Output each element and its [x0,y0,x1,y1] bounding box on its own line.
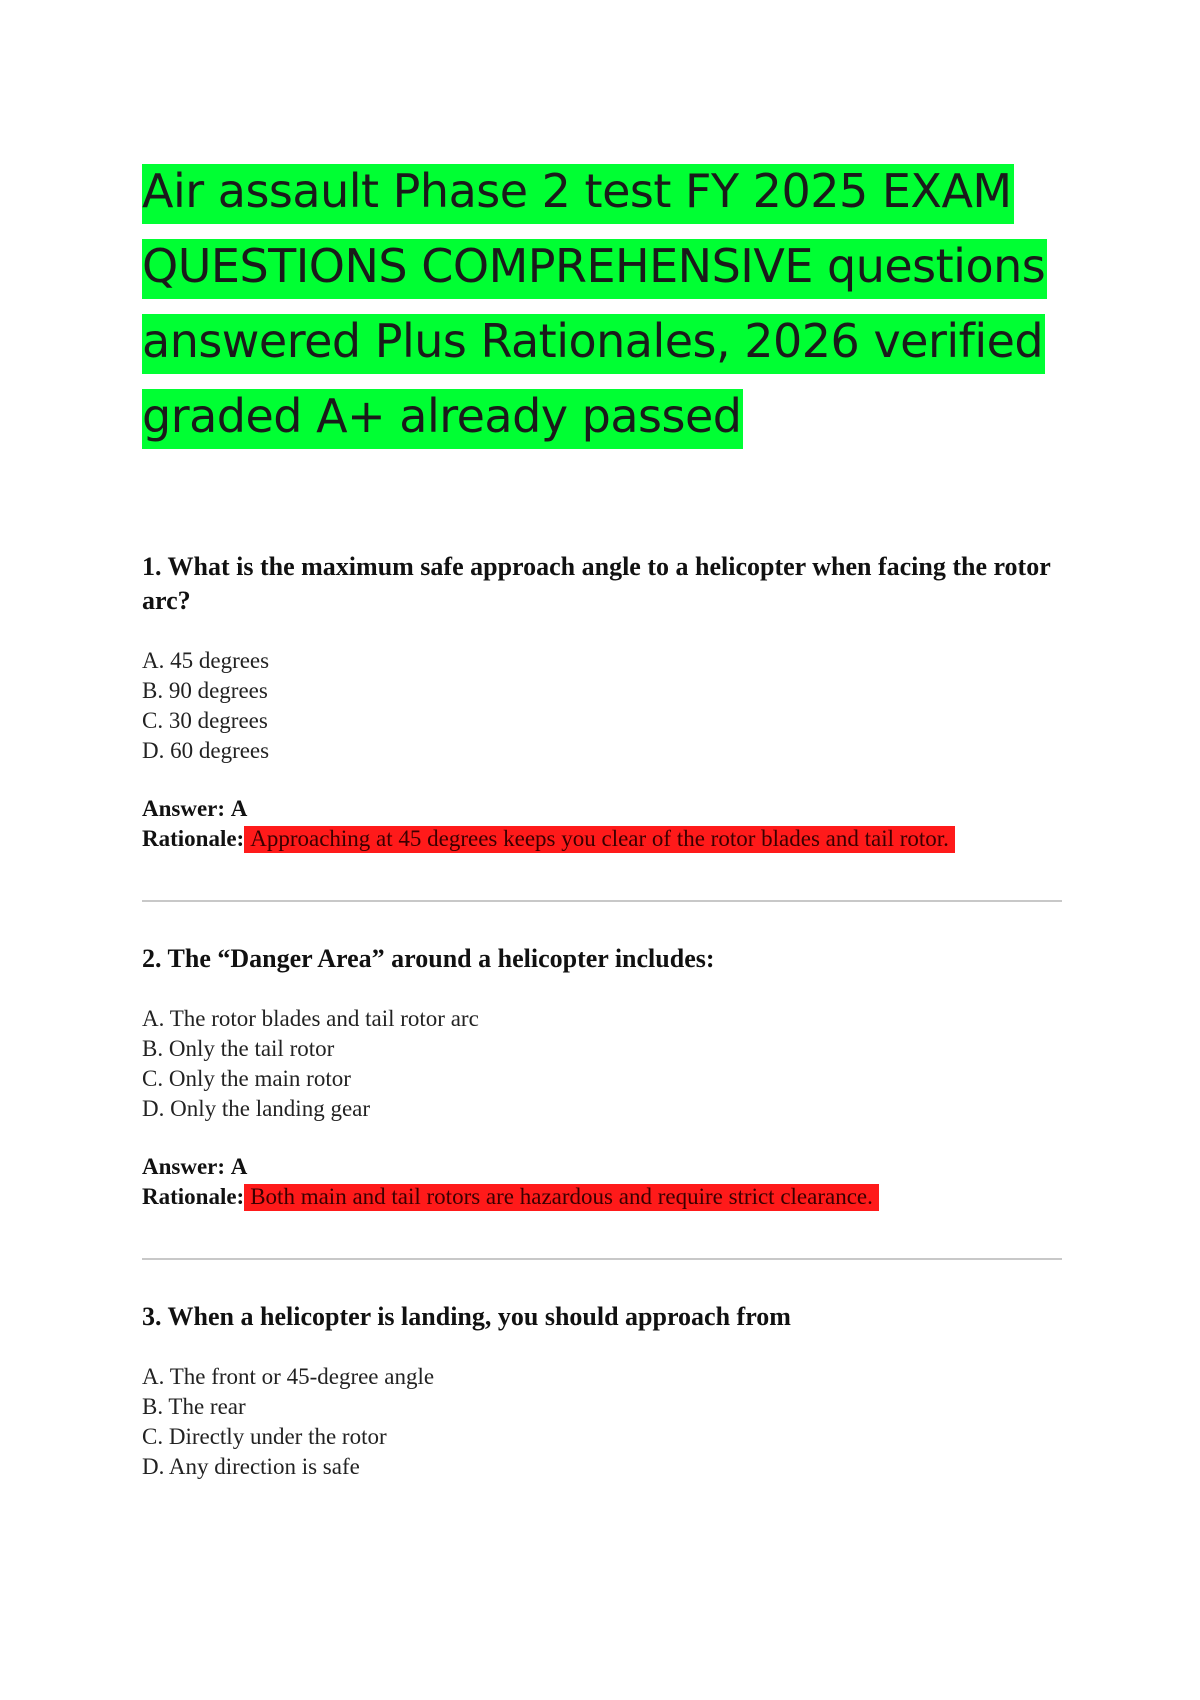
title-line [142,304,1062,379]
rationale-line [142,824,1062,854]
title-line-text: Air assault Phase 2 test FY 2025 EXAM [142,164,1014,224]
option-b: B. 90 degrees [142,678,268,703]
option-c: C. 30 degrees [142,708,268,733]
title-line [142,229,1062,304]
question-text: 1. What is the maximum safe approach angle to a helicopter when facing the rotor arc? [142,552,1051,615]
title-line [142,379,1062,454]
title-line-text: graded A+ already passed [142,389,743,449]
option-c: C. Only the main rotor [142,1066,351,1091]
question-2 [142,942,1062,1260]
rationale-line [142,1182,1062,1212]
option-a: A. The rotor blades and tail rotor arc [142,1006,479,1031]
answer-label: Answer: [142,1154,226,1179]
option-a: A. The front or 45-degree angle [142,1364,435,1389]
option-b: B. Only the tail rotor [142,1036,335,1061]
question-1 [142,550,1062,902]
answer-label: Answer: [142,796,226,821]
option-d: D. 60 degrees [142,738,270,763]
answer-value: A [230,1154,248,1179]
option-c: C. Directly under the rotor [142,1424,387,1449]
option-b: B. The rear [142,1394,246,1419]
rationale-label: Rationale: [142,826,245,851]
options-list [142,1004,1062,1124]
answer-value: A [230,796,248,821]
title-line [142,154,1062,229]
rationale-label: Rationale: [142,1184,245,1209]
title-line-text: answered Plus Rationales, 2026 verified [142,314,1045,374]
option-a: A. 45 degrees [142,648,270,673]
question-3 [142,1300,1062,1482]
answer-line [142,794,1062,824]
question-text: 3. When a helicopter is landing, you should approach from [142,1302,791,1331]
option-d: D. Only the landing gear [142,1096,371,1121]
answer-block [142,794,1062,854]
option-d: D. Any direction is safe [142,1454,360,1479]
rationale-text: Approaching at 45 degrees keeps you clear of the rotor blades and tail rotor. [244,826,955,853]
section-divider [142,900,1062,902]
title-line-text: QUESTIONS COMPREHENSIVE questions [142,239,1047,299]
options-list [142,1362,1062,1482]
document-page [142,154,1062,1482]
question-text: 2. The “Danger Area” around a helicopter includes: [142,944,715,973]
answer-block [142,1152,1062,1212]
section-divider [142,1258,1062,1260]
options-list [142,646,1062,766]
answer-line [142,1152,1062,1182]
document-title [142,154,1062,454]
rationale-text: Both main and tail rotors are hazardous and require strict clearance. [244,1184,879,1211]
